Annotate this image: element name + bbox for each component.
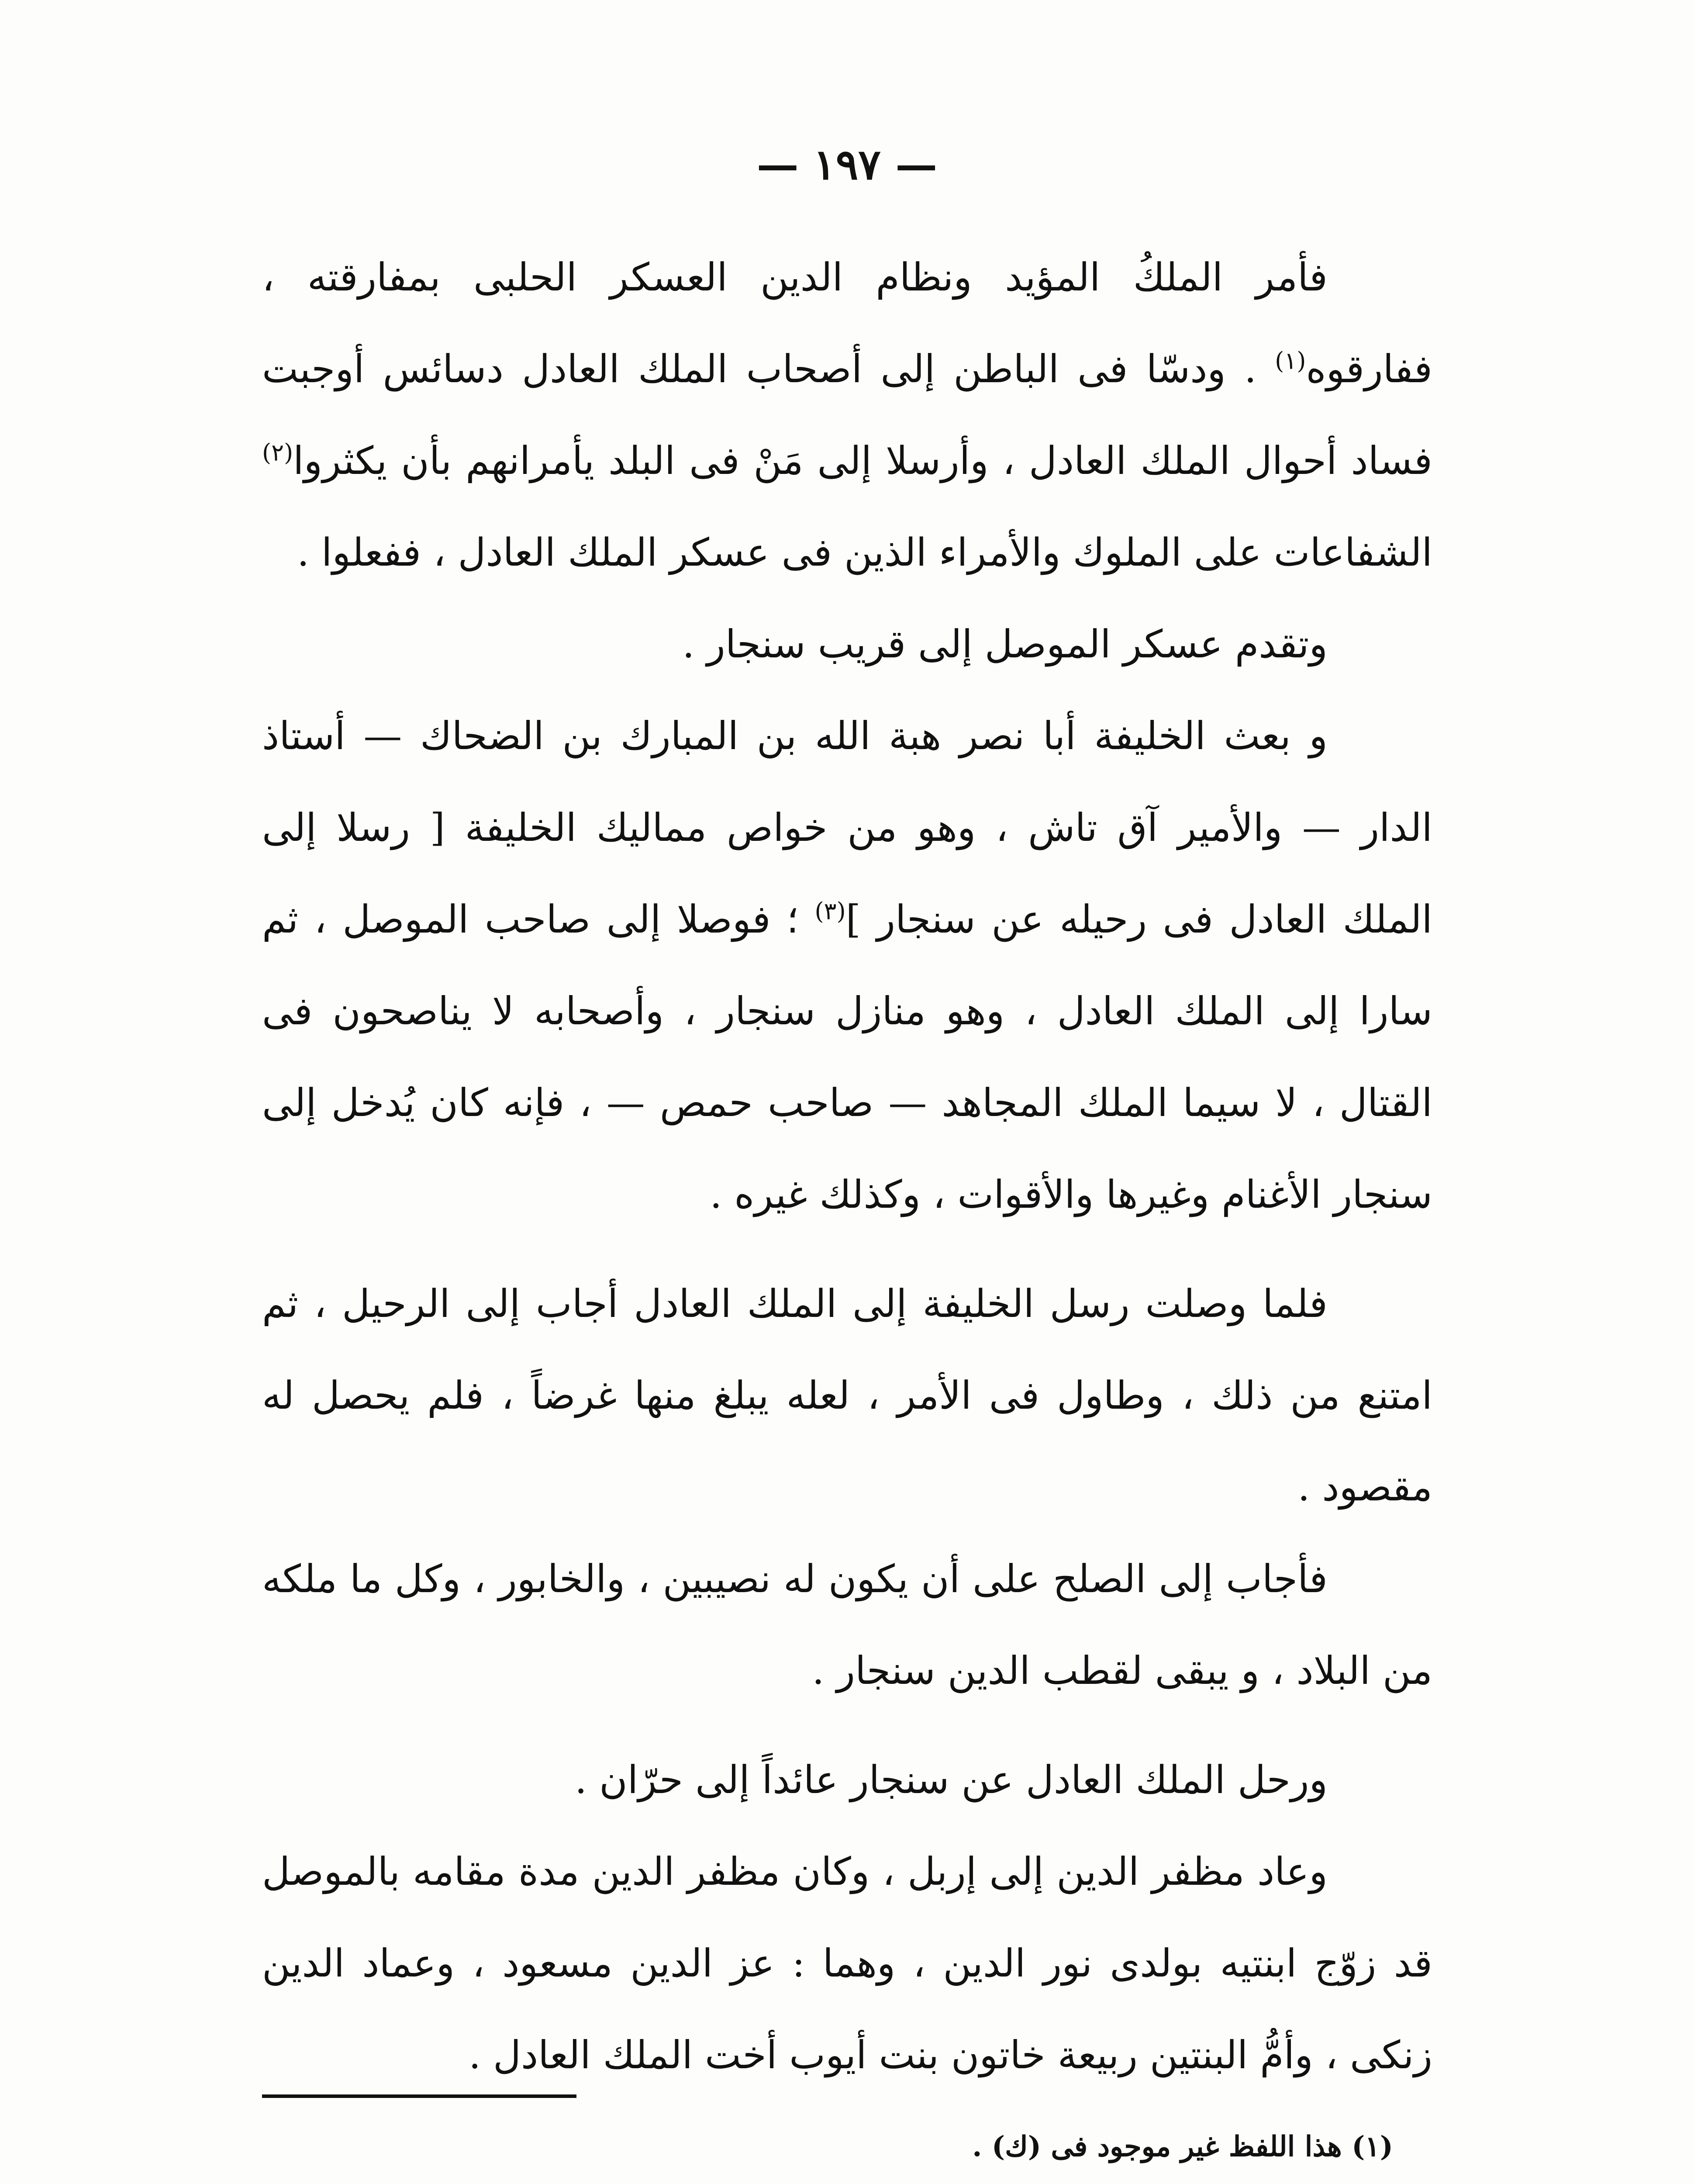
paragraph-1: فأمر الملكُ المؤيد ونظام الدين العسكر الحلبى بمفارقته ، ففارقوه$^{(١)}$ . ودسّا فى الباطن إلى أصحاب الملك العادل دسائس أوجبت فساد أحوال الملك العادل ، وأرسلا إلى مَنْ فى البلد يأمرانهم بأن يكثروا$^{(٢)}$ الشفاعات على الملوك والأمراء الذين فى عسكر الملك العادل ، ففعلوا . <box>262 255 1432 575</box>
footnote-ref-3: (٣) <box>814 897 846 925</box>
paragraph-5: فأجاب إلى الصلح على أن يكون له نصيبين ، والخابور ، وكل ما ملكه من البلاد ، و يبقى لقطب الدين سنجار . <box>262 1556 1432 1693</box>
footnote-divider <box>262 2094 576 2098</box>
footnote-ref-1: (١) <box>1275 347 1306 375</box>
paragraph-2: وتقدم عسكر الموصل إلى قريب سنجار . <box>682 622 1328 667</box>
paragraph-4: فلما وصلت رسل الخليفة إلى الملك العادل أجاب إلى الرحيل ، ثم امتنع من ذلك ، وطاول فى الأمر ، لعله يبلغ منها غرضاً ، فلم يحصل له مقصود . <box>262 1281 1432 1510</box>
paragraph-gap <box>262 1717 1432 1734</box>
page-number: — ١٩٧ — <box>756 140 938 189</box>
paragraph-gap <box>262 1241 1432 1258</box>
paragraph-6: ورحل الملك العادل عن سنجار عائداً إلى حرّان . <box>575 1757 1328 1802</box>
footnote-2 <box>262 2175 1432 2184</box>
footnote-1: (١) هذا اللفظ غير موجود فى (ك) . <box>972 2130 1393 2163</box>
paragraph-7: وعاد مظفر الدين إلى إربل ، وكان مظفر الدين مدة مقامه بالموصل قد زوّج ابنتيه بولدى نور الدين ، وهما : عز الدين مسعود ، وعماد الدين زنكى ، وأمُّ البنتين ربيعة خاتون بنت أيوب أخت الملك العادل . <box>262 1849 1432 2077</box>
footnote-ref-2: (٢) <box>262 439 293 467</box>
footnotes <box>262 2118 1432 2184</box>
main-text <box>262 232 1432 2101</box>
paragraph-3: و بعث الخليفة أبا نصر هبة الله بن المبارك بن الضحاك — أستاذ الدار — والأمير آق تاش ، وهو من خواص مماليك الخليفة [ رسلا إلى الملك العادل فى رحيله عن سنجار ]$^{(٣)}$ ؛ فوصلا إلى صاحب الموصل ، ثم سارا إلى الملك العادل ، وهو منازل سنجار ، وأصحابه لا يناصحون فى القتال ، لا سيما الملك المجاهد — صاحب حمص — ، فإنه كان يُدخل إلى سنجار الأغنام وغيرها والأقوات ، وكذلك غيره . <box>262 713 1433 1217</box>
